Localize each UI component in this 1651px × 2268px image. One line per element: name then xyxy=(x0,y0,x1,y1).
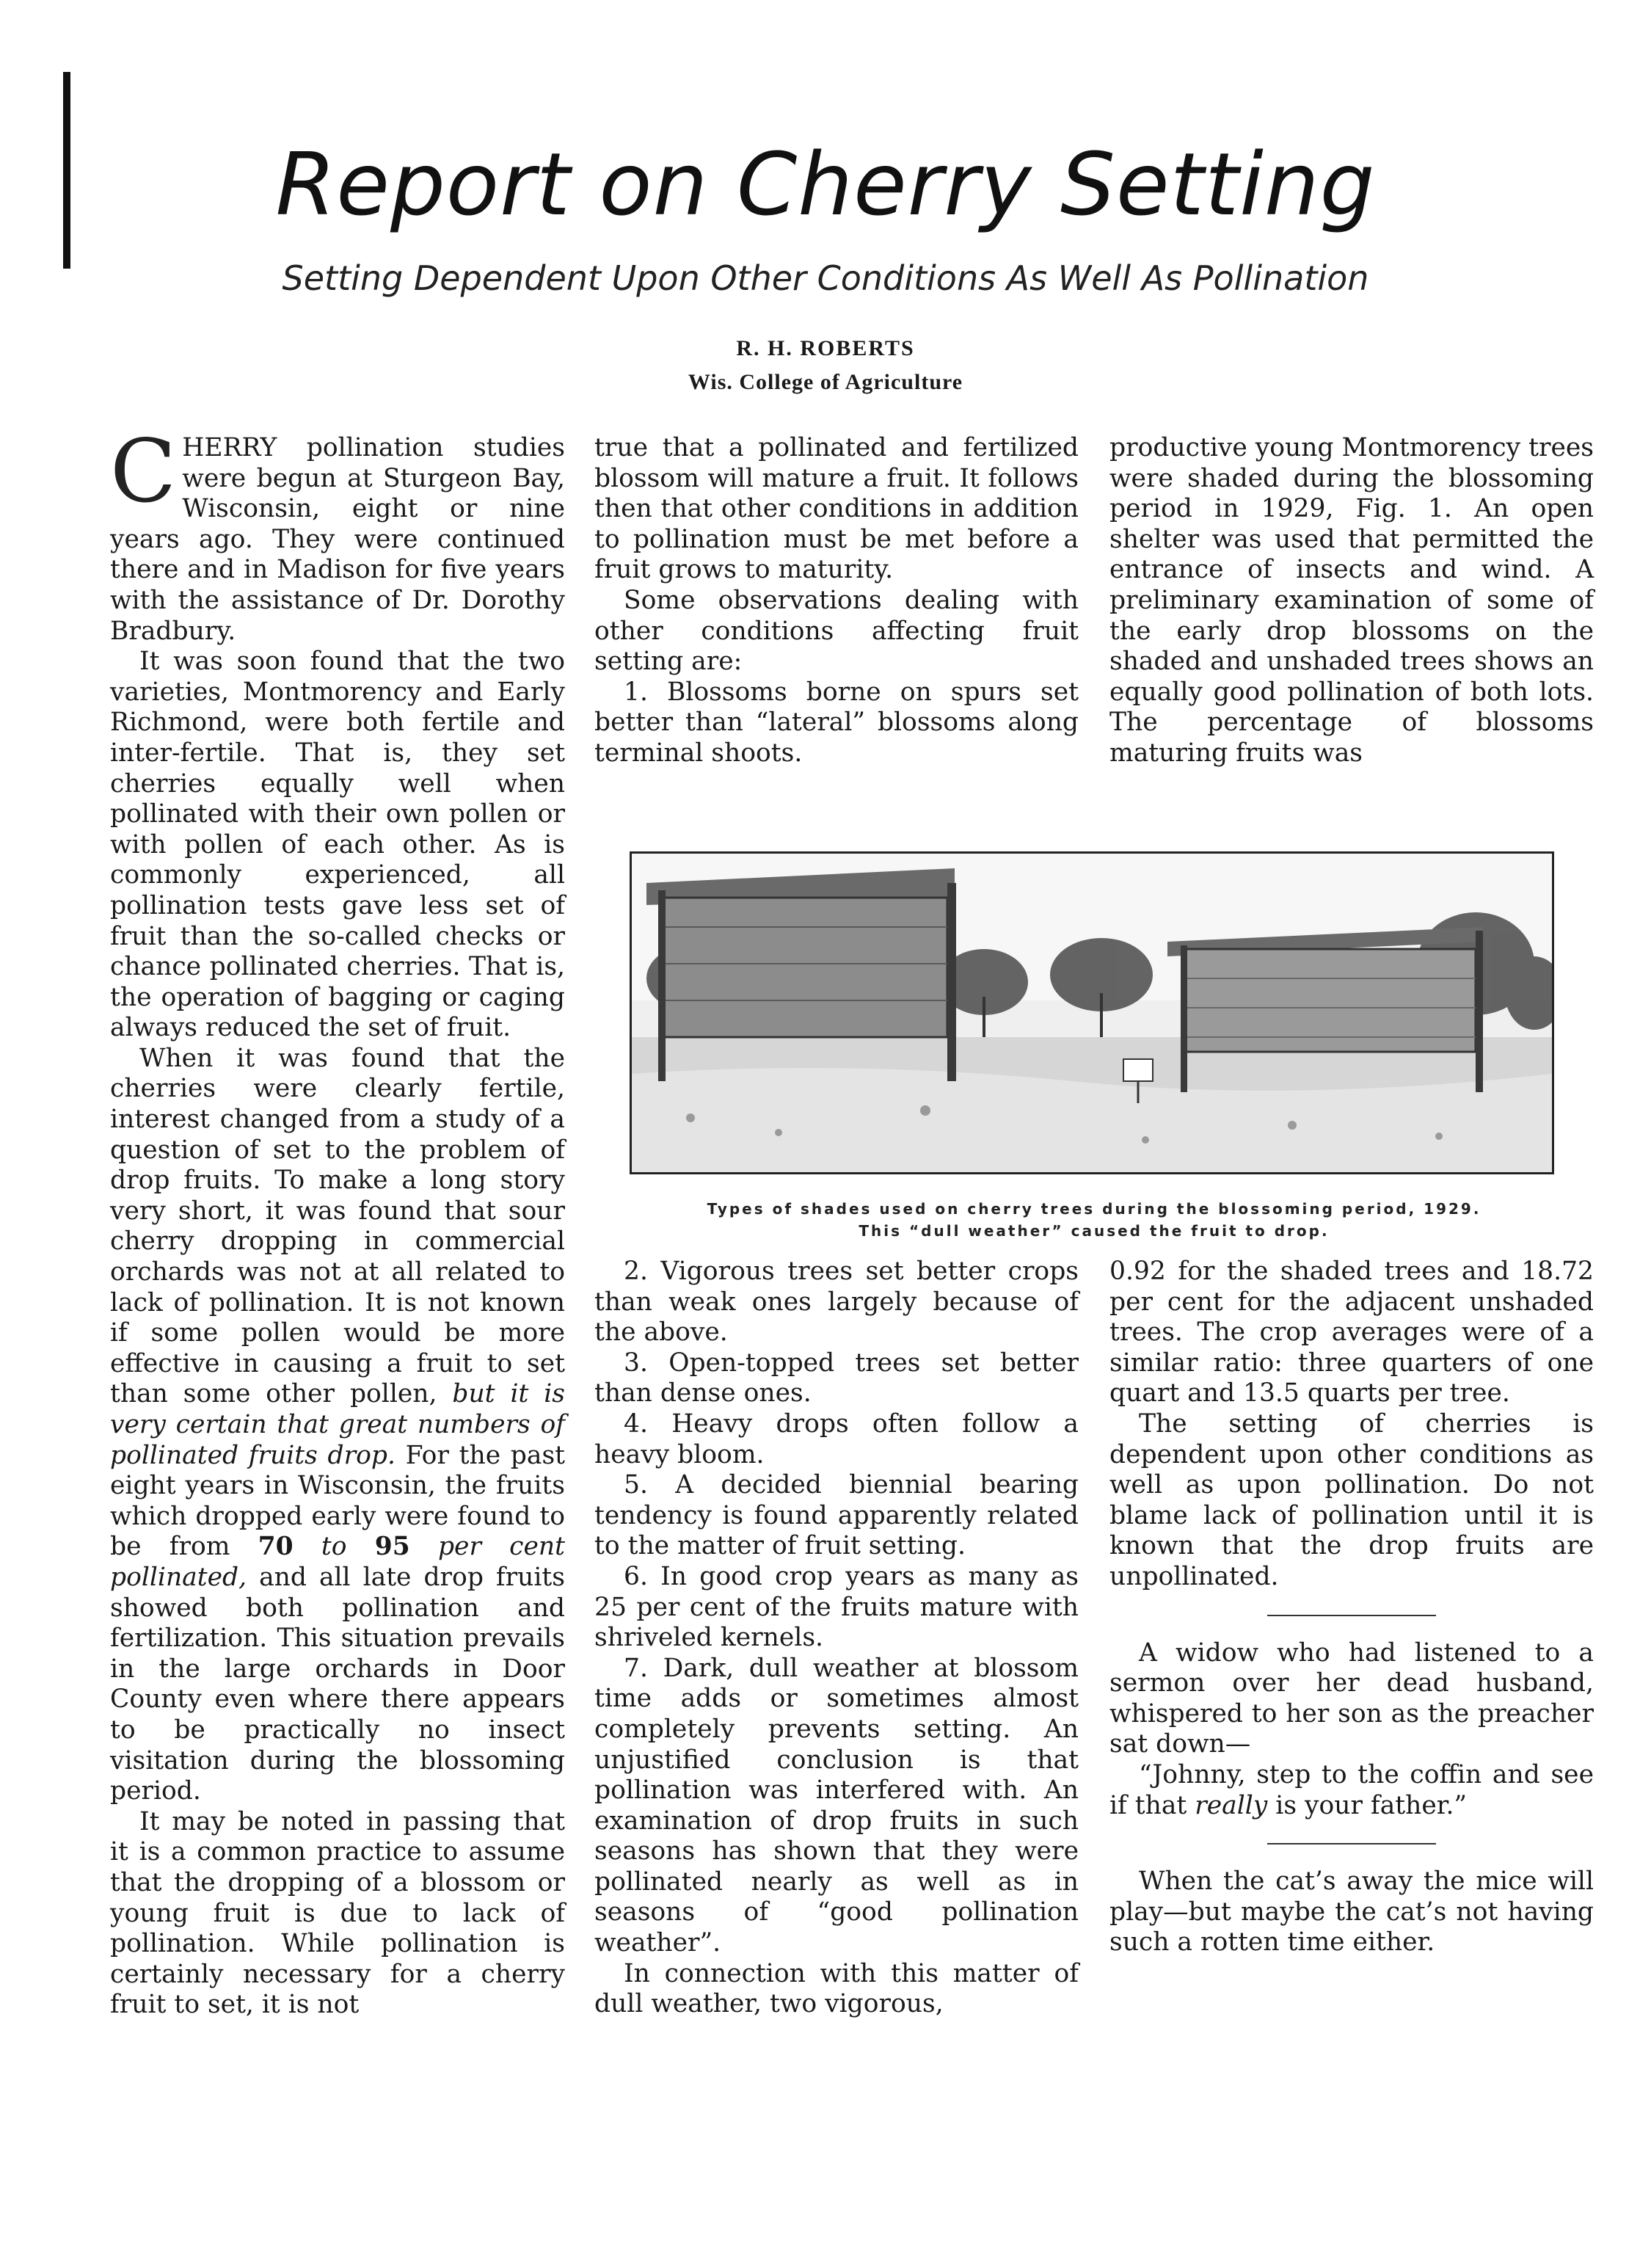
list-item: 4. Heavy drops often follow a heavy bloom. xyxy=(594,1409,1079,1469)
paragraph: When it was found that the cherries were clearly fertile, interest changed from a study of a question of set to the problem of drop fruits. To make a long story very short, it was found that sour cherry dropping in commercial orchards was not at all related to lack of pollination. It is not known if some pollen would be more effective in causing a fruit to set than some other pollen, but it is very certain that great numbers of pollinated fruits drop. For the past eight years in Wisconsin, the fruits which dropped early were found to be from 70 to 95 per cent pollinated, and all late drop fruits showed both pollination and fertilization. This situation prevails in the large orchards in Door County even where there appears to be practically no insect visitation during the blossoming period. xyxy=(110,1043,566,1806)
author-name: R. H. ROBERTS xyxy=(736,336,915,360)
author-affiliation: Wis. College of Agriculture xyxy=(688,370,963,394)
filler-joke: When the cat’s away the mice will play—but maybe the cat’s not having such a rotten time either. xyxy=(1109,1867,1594,1958)
paragraph: 0.92 for the shaded trees and 18.72 per cent for the adjacent unshaded trees. The crop averages were of a similar ratio: three quarters of one quart and 13.5 quarts per tree. xyxy=(1109,1257,1594,1409)
photo-cherry-shades xyxy=(630,851,1554,1174)
paragraph: It may be noted in passing that it is a common practice to assume that the dropping of a blossom or young fruit is due to lack of pollination. While pollination is certainly necessary for a cherry fruit to set, it is not xyxy=(110,1806,565,2020)
paragraph: In connection with this matter of dull weather, two vigorous, xyxy=(594,1958,1079,2019)
list-item: 7. Dark, dull weather at blossom time adds or sometimes almost completely prevents setting. An unjustified conclusion is that pollination was interfered with. An examination of drop fruits in such seasons has shown that they were pollinated nearly as well as in seasons of “good pollination weather”. xyxy=(594,1653,1079,1958)
list-item: 6. In good crop years as many as 25 per cent of the fruits mature with shriveled kernels. xyxy=(594,1561,1079,1653)
divider-rule xyxy=(1267,1843,1436,1844)
list-item: 1. Blossoms borne on spurs set better than “lateral” blossoms along terminal shoots. xyxy=(594,677,1079,768)
list-item: 3. Open-topped trees set better than dense ones. xyxy=(594,1348,1079,1409)
article-subtitle: Setting Dependent Upon Other Conditions As Well As Pollination xyxy=(282,258,1369,298)
photo-caption xyxy=(594,1198,1594,1242)
column-1 xyxy=(110,421,566,2021)
paragraph-intro: CHERRY pollination studies were begun at Sturgeon Bay, Wisconsin, eight or nine years ago. They were continued there and in Madison for five years with the assistance of Dr. Dorothy Bradbury. xyxy=(110,421,565,646)
list-item: 2. Vigorous trees set better crops than weak ones largely because of the above. xyxy=(594,1257,1079,1348)
paragraph: The setting of cherries is dependent upon other conditions as well as upon pollination. Do not blame lack of pollination until it is known that the drop fruits are unpollinated. xyxy=(1109,1409,1594,1591)
caption-line: This “dull weather” caused the fruit to drop. xyxy=(859,1222,1330,1240)
drop-cap: C xyxy=(110,421,177,522)
column-2-bottom xyxy=(594,1257,1079,2020)
divider-rule xyxy=(1267,1615,1436,1616)
filler-joke: “Johnny, step to the coffin and see if that really is your father.” xyxy=(1109,1759,1594,1820)
paragraph: It was soon found that the two varieties, Montmorency and Early Richmond, were both fertile and inter-fertile. That is, they set cherries equally well when pollinated with their own pollen or with pollen of each other. As is commonly experienced, all pollination tests gave less set of fruit than the so-called checks or chance pollinated cherries. That is, the operation of bagging or caging always reduced the set of fruit. xyxy=(110,647,565,1043)
filler-joke: A widow who had listened to a sermon over her dead husband, whispered to her son as the preacher sat down— xyxy=(1109,1638,1594,1759)
column-3-bottom xyxy=(1109,1257,1594,1958)
paragraph: productive young Montmorency trees were shaded during the blossoming period in 1929, Fig. 1. An open shelter was used that permitted the entrance of insects and wind. A preliminary examination of some of the early drop blossoms on the shaded and unshaded trees shows an equally good pollination of both lots. The percentage of blossoms maturing fruits was xyxy=(1109,433,1594,768)
caption-line: Types of shades used on cherry trees during the blossoming period, 1929. xyxy=(707,1200,1481,1218)
column-2-top xyxy=(594,433,1079,769)
column-3-top xyxy=(1109,433,1594,769)
paragraph: true that a pollinated and fertilized blossom will mature a fruit. It follows then that other conditions in addition to pollination must be met before a fruit grows to maturity. xyxy=(594,433,1079,585)
paragraph: Some observations dealing with other conditions affecting fruit setting are: xyxy=(594,585,1079,677)
article-title: Report on Cherry Setting xyxy=(275,134,1376,235)
list-item: 5. A decided biennial bearing tendency is found apparently related to the matter of fruit setting. xyxy=(594,1470,1079,1561)
